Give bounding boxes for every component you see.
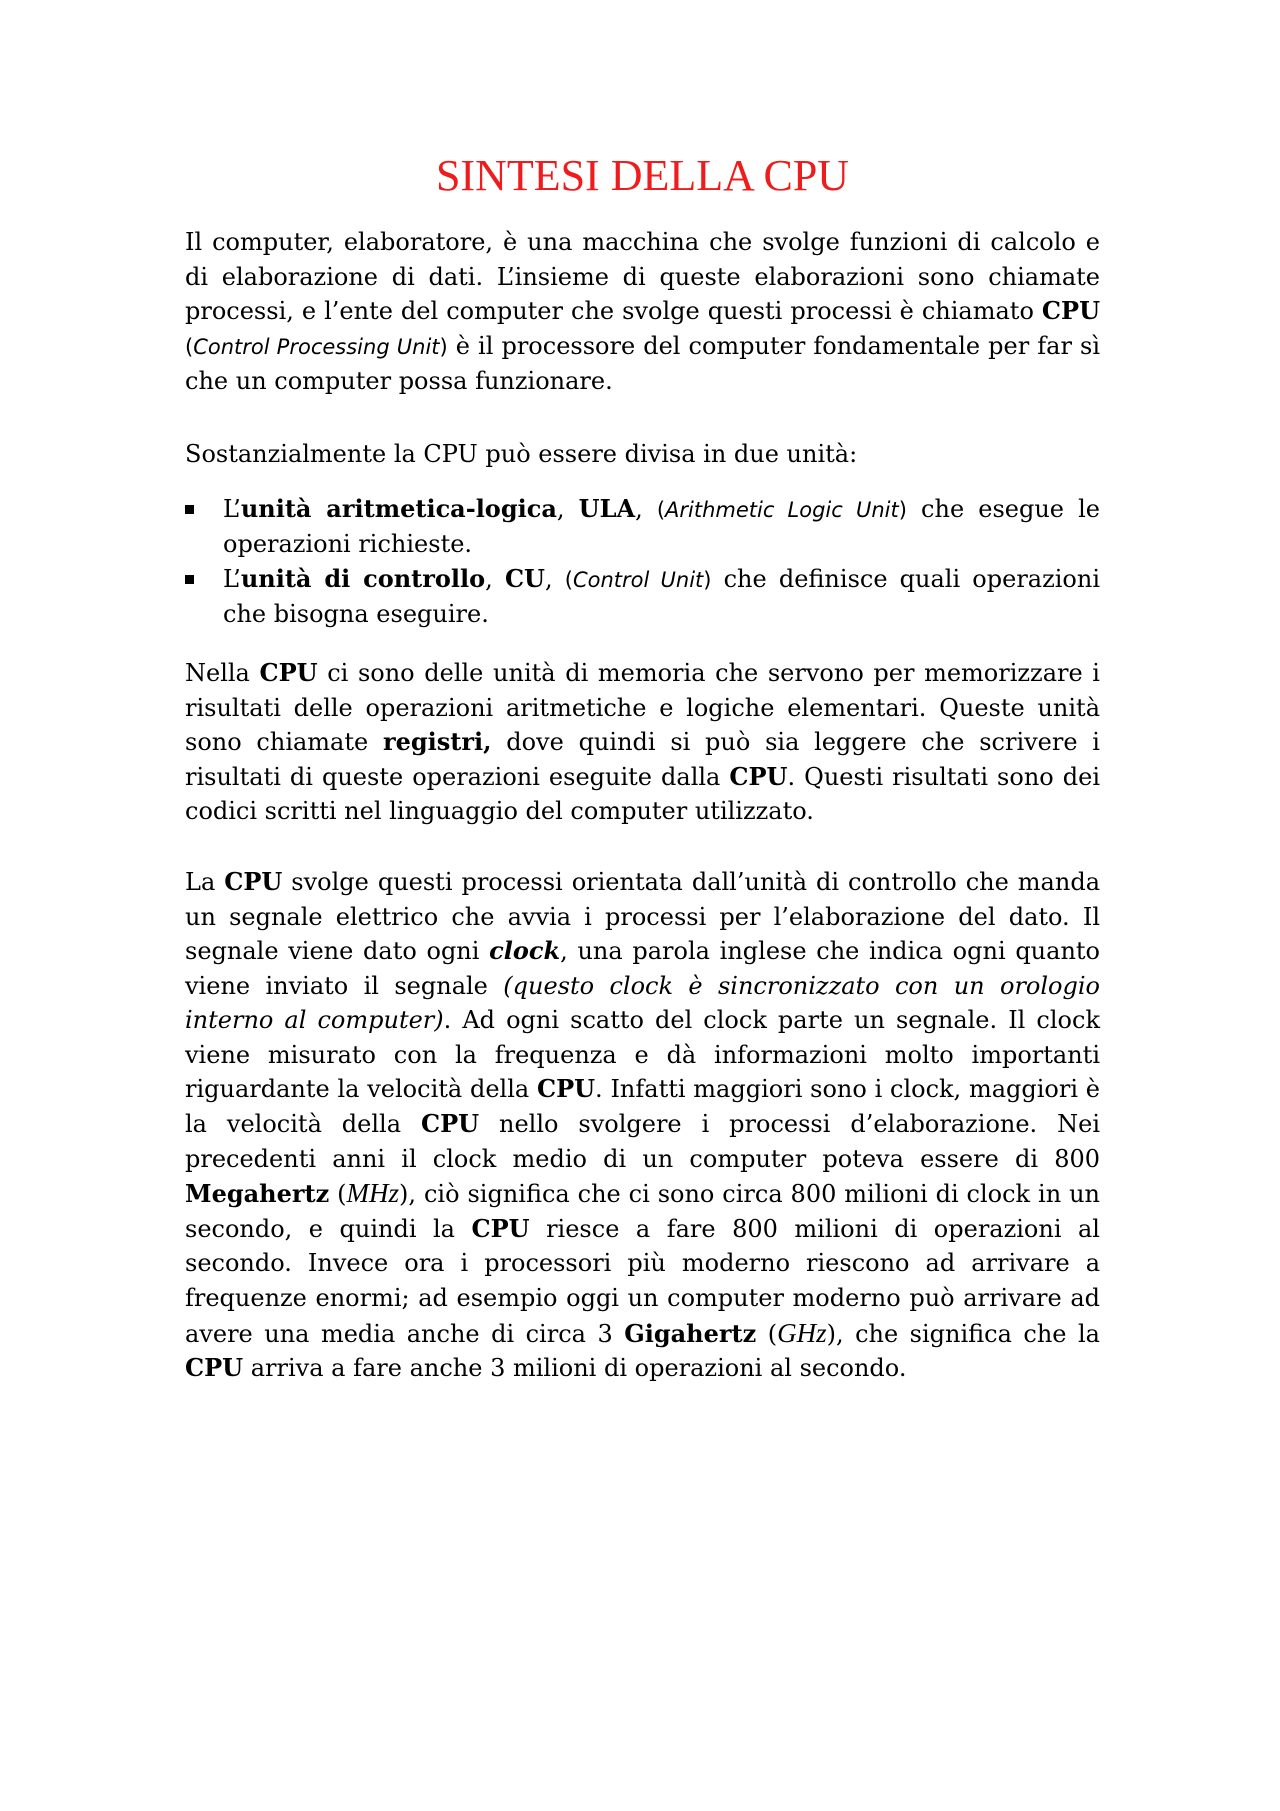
- unit-english-name: Control Unit: [572, 567, 704, 592]
- registers-paragraph: Nella CPU ci sono delle unità di memoria che servono per memorizzare i risultati delle operazioni aritmetiche e logiche elementari. Queste unità sono chiamate registri, dove quindi si può sia leggere che scrivere i risultati di queste operazioni eseguite dalla CPU. Questi risultati sono dei codici scritti nel linguaggio del computer utilizzato.: [185, 657, 1101, 826]
- division-intro-paragraph: Sostanzialmente la CPU può essere divisa in due unità:: [185, 439, 858, 468]
- units-list: [185, 492, 1100, 632]
- acronym-expansion: Control Processing Unit: [193, 334, 440, 359]
- clock-note: (questo clock è sincronizzato con un orologio interno al computer): [185, 971, 1100, 1035]
- cpu-term: CPU: [536, 1074, 596, 1104]
- cpu-term: CPU: [471, 1213, 530, 1243]
- cpu-term: CPU: [420, 1109, 480, 1139]
- list-item-ula: L’unità aritmetica-logica, ULA, (Arithmetic Logic Unit) che esegue le operazioni richieste.: [185, 492, 1100, 562]
- cpu-term: CPU: [259, 657, 318, 687]
- gigahertz-term: Gigahertz: [624, 1318, 757, 1348]
- list-item-cu: L’unità di controllo, CU, (Control Unit) che definisce quali operazioni che bisogna eseguire.: [185, 562, 1100, 632]
- cpu-term: CPU: [729, 761, 788, 791]
- unit-abbr: CU: [504, 563, 545, 593]
- unit-name: unità aritmetica-logica: [240, 493, 557, 523]
- square-bullet-icon: [185, 505, 194, 514]
- document-page: [185, 150, 1100, 1386]
- intro-paragraph: Il computer, elaboratore, è una macchina che svolge funzioni di calcolo e di elaborazione di dati. L’insieme di queste elaborazioni sono chiamate processi, e l’ente del computer che svolge questi processi è chiamato CPU (Control Processing Unit) è il processore del computer fondamentale per far sì che un computer possa funzionare.: [185, 228, 1100, 396]
- megahertz-term: Megahertz: [185, 1179, 330, 1209]
- unit-abbr: ULA: [578, 493, 636, 523]
- cpu-term: CPU: [1041, 296, 1100, 326]
- unit-english-name: Arithmetic Logic Unit: [665, 497, 899, 522]
- registri-term: registri,: [382, 727, 492, 757]
- unit-name: unità di controllo: [240, 563, 486, 593]
- cpu-term: CPU: [224, 866, 283, 896]
- square-bullet-icon: [185, 575, 194, 584]
- ghz-unit: GHz: [777, 1317, 827, 1348]
- document-title: SINTESI DELLA CPU: [435, 151, 850, 200]
- clock-term: clock: [489, 936, 561, 966]
- clock-paragraph: La CPU svolge questi processi orientata dall’unità di controllo che manda un segnale elettrico che avvia i processi per l’elaborazione del dato. Il segnale viene dato ogni clock, una parola inglese che indica ogni quanto viene inviato il segnale (questo clock è sincronizzato con un orologio interno al computer). Ad ogni scatto del clock parte un segnale. Il clock viene misurato con la frequenza e dà informazioni molto importanti riguardante la velocità della CPU. Infatti maggiori sono i clock, maggiori è la velocità della CPU nello svolgere i processi d’elaborazione. Nei precedenti anni il clock medio di un computer poteva essere di 800 Megahertz (MHz), ciò significa che ci sono circa 800 milioni di clock in un secondo, e quindi la CPU riesce a fare 800 milioni di operazioni al secondo. Invece ora i processori più moderno riescono ad arrivare a frequenze enormi; ad esempio oggi un computer moderno può arrivare ad avere una media anche di circa 3 Gigahertz (GHz), che significa che la CPU arriva a fare anche 3 milioni di operazioni al secondo.: [185, 866, 1100, 1383]
- mhz-unit: MHz: [346, 1178, 400, 1209]
- cpu-term: CPU: [185, 1353, 244, 1383]
